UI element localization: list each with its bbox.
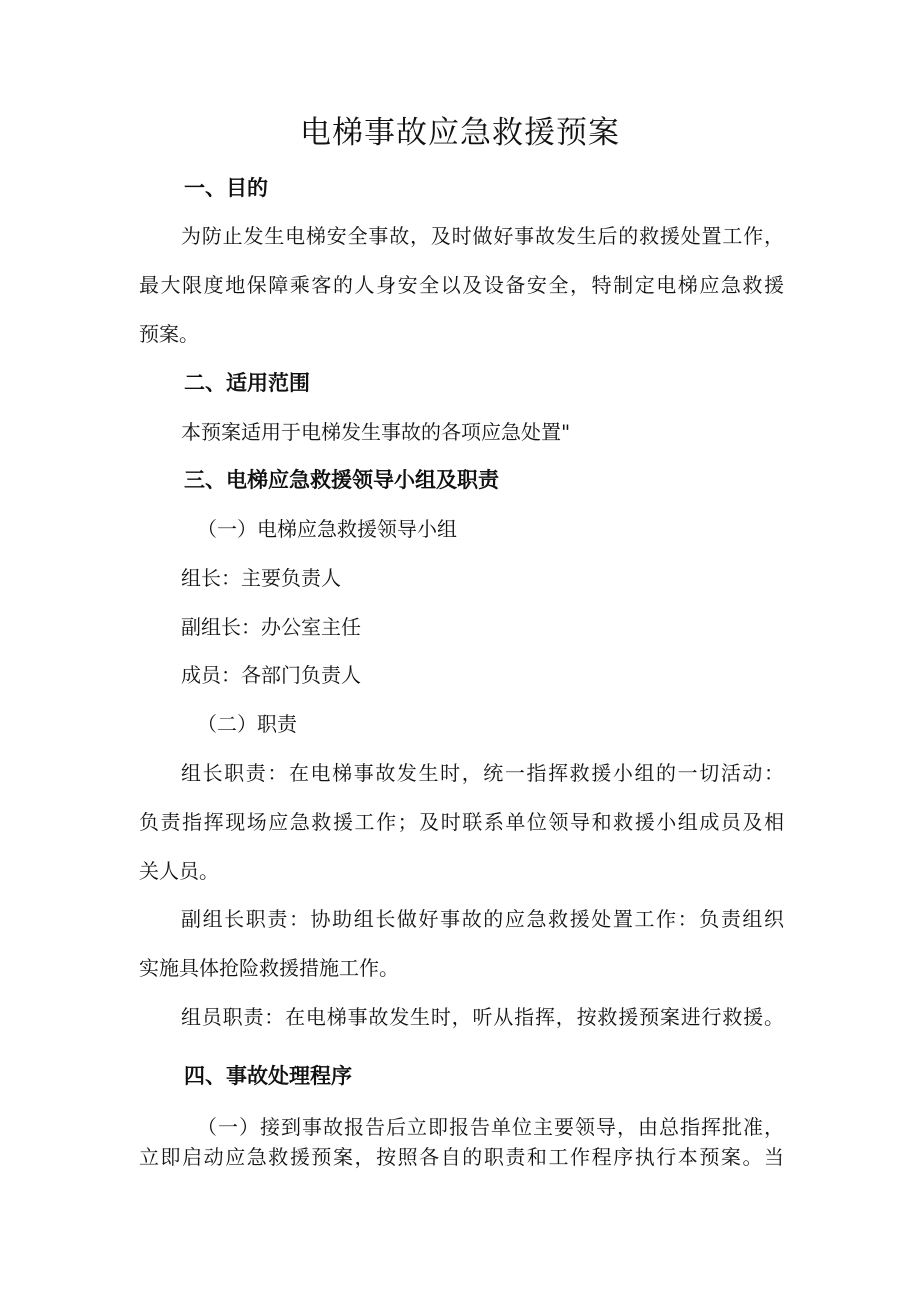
paragraph-line: 本预案适用于电梯发生事故的各项应急处置" xyxy=(181,420,571,444)
paragraph-line: 关人员。 xyxy=(139,859,219,883)
section-heading-procedure: 四、事故处理程序 xyxy=(184,1064,352,1088)
subsection-heading-team: （一）电梯应急救援领导小组 xyxy=(197,517,457,541)
paragraph-line: 副组长职责：协助组长做好事故的应急救援处置工作：负责组织 xyxy=(181,907,784,931)
paragraph-line: 为防止发生电梯安全事故，及时做好事故发生后的救援处置工作， xyxy=(181,224,784,248)
paragraph-line: 组长职责：在电梯事故发生时，统一指挥救援小组的一切活动： xyxy=(181,761,784,785)
paragraph-line: 实施具体抢险救援措施工作。 xyxy=(139,956,399,980)
paragraph-line: （一）接到事故报告后立即报告单位主要领导，由总指挥批准， xyxy=(197,1115,784,1139)
paragraph-line: 立即启动应急救援预案，按照各自的职责和工作程序执行本预案。当 xyxy=(139,1145,784,1169)
team-leader: 组长：主要负责人 xyxy=(181,566,341,590)
team-deputy: 副组长：办公室主任 xyxy=(181,615,361,639)
section-heading-purpose: 一、目的 xyxy=(184,176,268,200)
team-members: 成员：各部门负责人 xyxy=(181,663,361,687)
paragraph-line: 最大限度地保障乘客的人身安全以及设备安全，特制定电梯应急救援 xyxy=(139,273,784,297)
section-heading-team: 三、电梯应急救援领导小组及职责 xyxy=(184,468,499,492)
paragraph-line: 预案。 xyxy=(139,322,199,346)
paragraph-line: 组员职责：在电梯事故发生时，听从指挥，按救援预案进行救援。 xyxy=(181,1005,784,1029)
paragraph-line: 负责指挥现场应急救援工作；及时联系单位领导和救援小组成员及相 xyxy=(139,810,784,834)
section-heading-scope: 二、适用范围 xyxy=(184,371,310,395)
subsection-heading-duties: （二）职责 xyxy=(197,712,297,736)
document-title: 电梯事故应急救援预案 xyxy=(300,115,620,151)
